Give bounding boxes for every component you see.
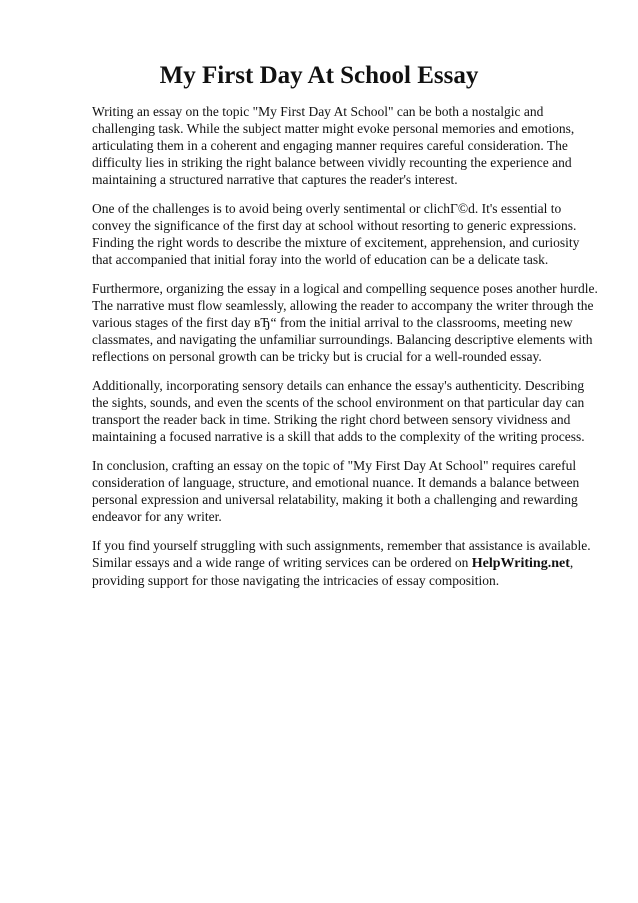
paragraph-sensory: Additionally, incorporating sensory details can enhance the essay's authenticity. Describing the sights, sounds, and even the scents of the school environment on that particular day can transport the reader back in time. Striking the right chord between sensory vividness and maintaining a focused narrative is a skill that adds to the complexity of the writing process. — [92, 378, 585, 444]
paragraph-closing — [92, 537, 602, 589]
brand-name: HelpWriting.net — [471, 556, 570, 571]
paragraph-intro: Writing an essay on the topic "My First Day At School" can be both a nostalgic and challenging task. While the subject matter might evoke personal memories and emotions, articulating them in a coherent and engaging manner requires careful consideration. The difficulty lies in striking the right balance between vividly recounting the experience and maintaining a structured narrative that captures the reader's interest. — [92, 104, 575, 187]
closing-text-after: , providing support for those navigating the intricacies of essay composition. — [92, 555, 574, 588]
document-body — [92, 103, 602, 601]
closing-text-before: If you find yourself struggling with such assignments, remember that assistance is available. Similar essays and a wide range of writing services can be ordered on — [92, 538, 591, 570]
paragraph-challenges: One of the challenges is to avoid being overly sentimental or clichГ©d. It's essential to convey the significance of the first day at school without resorting to generic expressions. Finding the right words to describe the mixture of excitement, apprehension, and curiosity that accompanied that initial foray into the world of education can be a delicate task. — [92, 201, 580, 267]
paragraph-organization: Furthermore, organizing the essay in a logical and compelling sequence poses another hurdle. The narrative must flow seamlessly, allowing the reader to accompany the writer through the various stages of the first day вЂ“ from the initial arrival to the classrooms, meeting new classmates, and navigating the unfamiliar surroundings. Balancing descriptive elements with reflections on personal growth can be tricky but is crucial for a well-rounded essay. — [92, 281, 598, 364]
document-title: My First Day At School Essay — [159, 62, 479, 89]
paragraph-conclusion: In conclusion, crafting an essay on the topic of "My First Day At School" requires careful consideration of language, structure, and emotional nuance. It demands a balance between personal expression and universal relatability, making it both a challenging and rewarding endeavor for any writer. — [92, 458, 580, 524]
